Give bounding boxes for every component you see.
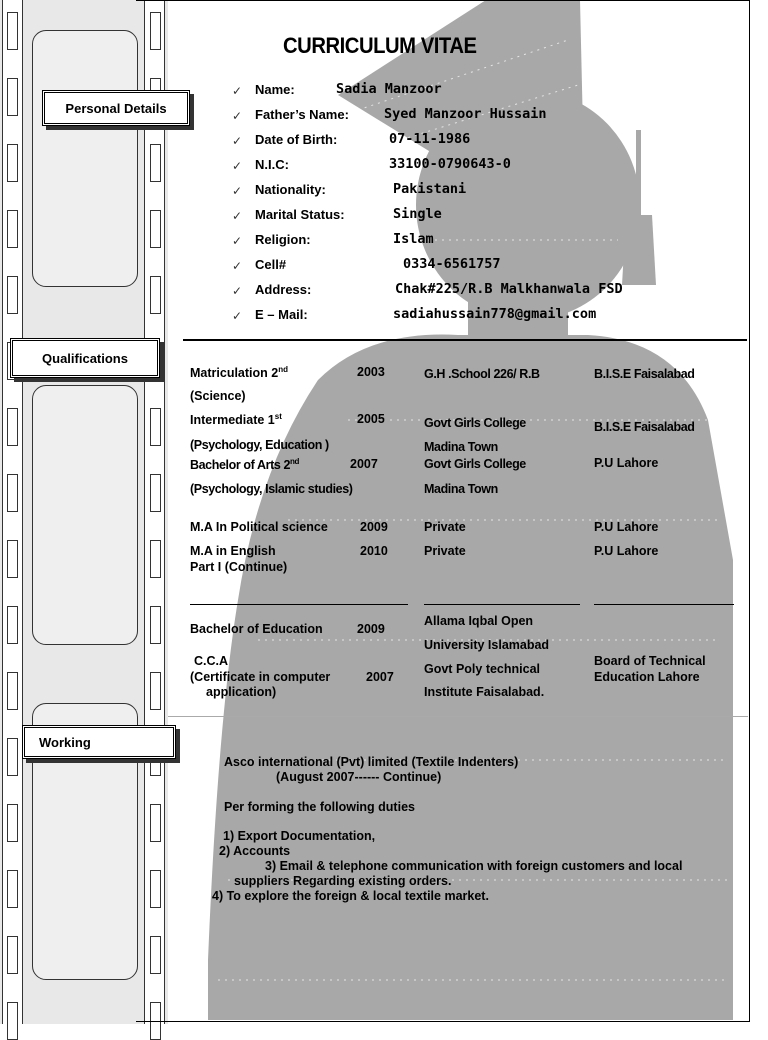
film-hole (7, 12, 18, 50)
film-hole (7, 870, 18, 908)
qual-cca-institute-2: Institute Faisalabad. (424, 685, 545, 699)
qual-ma-english-institute: Private (424, 544, 466, 558)
film-hole (7, 606, 18, 644)
qual-matric-subject: (Science) (190, 389, 246, 403)
qual-ba-institute-2: Madina Town (424, 482, 498, 496)
qual-cca-degree-3: application) (206, 685, 277, 699)
film-hole (7, 408, 18, 446)
qual-divider-2 (424, 604, 580, 605)
duty-item: 4) To explore the foreign & local textile market. (212, 889, 489, 903)
qual-cca-board: Board of Technical (594, 654, 706, 668)
working-intro: Per forming the following duties (224, 800, 415, 814)
personal-detail-value: 0334-6561757 (403, 256, 501, 272)
check-bullet-icon: ✓ (232, 309, 243, 323)
qual-divider-1 (190, 604, 408, 605)
qual-cca-degree-2: (Certificate in computer (190, 670, 331, 684)
check-bullet-icon: ✓ (232, 259, 243, 273)
film-hole (7, 936, 18, 974)
duty-item: 3) Email & telephone communication with foreign customers and local (265, 859, 683, 873)
qual-ba-year: 2007 (350, 457, 378, 471)
qual-ma-political-degree: M.A In Political science (190, 520, 328, 534)
check-bullet-icon: ✓ (232, 109, 243, 123)
check-bullet-icon: ✓ (232, 234, 243, 248)
personal-detail-label: Father’s Name: (255, 107, 349, 122)
divider-qualifications (168, 716, 748, 717)
duty-item: 2) Accounts (219, 844, 291, 858)
qual-inter-subject: (Psychology, Education ) (190, 438, 329, 452)
personal-detail-label: N.I.C: (255, 157, 289, 172)
film-hole (7, 276, 18, 314)
working-company: Asco international (Pvt) limited (Textile Indenters) (224, 755, 519, 769)
qual-ma-political-board: P.U Lahore (594, 520, 659, 534)
qual-ma-political-year: 2009 (360, 520, 388, 534)
qual-cca-degree: C.C.A (194, 654, 229, 668)
check-bullet-icon: ✓ (232, 134, 243, 148)
personal-detail-value: Single (393, 206, 442, 222)
qual-ma-english-degree-2: Part I (Continue) (190, 560, 288, 574)
qual-ma-english-year: 2010 (360, 544, 388, 558)
personal-detail-value: Syed Manzoor Hussain (384, 106, 547, 122)
film-hole (7, 1002, 18, 1040)
personal-detail-value: 07-11-1986 (389, 131, 471, 147)
qual-ba-board: P.U Lahore (594, 456, 659, 470)
section-label-working: Working (22, 725, 176, 759)
check-bullet-icon: ✓ (232, 184, 243, 198)
check-bullet-icon: ✓ (232, 159, 243, 173)
film-hole (7, 474, 18, 512)
qual-matric-institute: G.H .School 226/ R.B (424, 367, 540, 381)
qual-ma-english-board: P.U Lahore (594, 544, 659, 558)
personal-detail-value: Chak#225/R.B Malkhanwala FSD (395, 281, 623, 297)
qual-ba-institute: Govt Girls College (424, 457, 526, 471)
film-hole (7, 540, 18, 578)
personal-detail-label: Religion: (255, 232, 311, 247)
qual-inter-year: 2005 (357, 412, 385, 426)
working-period: (August 2007------ Continue) (276, 770, 442, 784)
duty-item: suppliers Regarding existing orders. (234, 874, 452, 888)
qual-matric-degree: Matriculation 2nd (190, 365, 288, 381)
film-frame-1 (32, 30, 138, 287)
qual-ba-degree: Bachelor of Arts 2nd (190, 457, 299, 473)
qual-ba-subject: (Psychology, Islamic studies) (190, 482, 353, 496)
film-frame-2 (32, 385, 138, 645)
qual-bed-institute-2: University Islamabad (424, 638, 550, 652)
duty-item: 1) Export Documentation, (223, 829, 376, 843)
film-hole (7, 738, 18, 776)
check-bullet-icon: ✓ (232, 209, 243, 223)
personal-detail-value: Pakistani (393, 181, 467, 197)
qual-cca-year: 2007 (366, 670, 394, 684)
qual-inter-institute: Govt Girls College (424, 416, 526, 430)
qual-inter-degree: Intermediate 1st (190, 412, 282, 428)
personal-detail-value: sadiahussain778@gmail.com (393, 306, 597, 322)
personal-detail-value: Sadia Manzoor (336, 81, 442, 97)
personal-detail-label: Marital Status: (255, 207, 345, 222)
personal-detail-label: Nationality: (255, 182, 326, 197)
page-title: CURRICULUM VITAE (283, 33, 477, 58)
personal-detail-label: Address: (255, 282, 312, 297)
film-hole (7, 78, 18, 116)
film-hole (7, 804, 18, 842)
personal-detail-label: Name: (255, 82, 295, 97)
personal-detail-value: 33100-0790643-0 (389, 156, 511, 172)
qual-cca-board-2: Education Lahore (594, 670, 700, 684)
qual-ma-political-institute: Private (424, 520, 466, 534)
film-hole (7, 144, 18, 182)
check-bullet-icon: ✓ (232, 84, 243, 98)
qual-bed-year: 2009 (357, 622, 385, 636)
film-hole (7, 210, 18, 248)
qual-inter-board: B.I.S.E Faisalabad (594, 420, 695, 434)
personal-detail-label: E – Mail: (255, 307, 308, 322)
qual-bed-degree: Bachelor of Education (190, 622, 323, 636)
qual-matric-board: B.I.S.E Faisalabad (594, 367, 695, 381)
section-label-personal-details: Personal Details (42, 90, 190, 126)
qual-ma-english-degree: M.A in English (190, 544, 276, 558)
qual-matric-year: 2003 (357, 365, 385, 379)
section-label-qualifications: Qualifications (10, 338, 160, 378)
divider-personal (183, 339, 747, 341)
qual-cca-institute: Govt Poly technical (424, 662, 541, 676)
film-hole (7, 672, 18, 710)
check-bullet-icon: ✓ (232, 284, 243, 298)
personal-detail-value: Islam (393, 231, 434, 247)
personal-detail-label: Cell# (255, 257, 287, 272)
personal-detail-label: Date of Birth: (255, 132, 338, 147)
qual-bed-institute: Allama Iqbal Open (424, 614, 534, 628)
qual-inter-institute-2: Madina Town (424, 440, 498, 454)
qual-divider-3 (594, 604, 734, 605)
